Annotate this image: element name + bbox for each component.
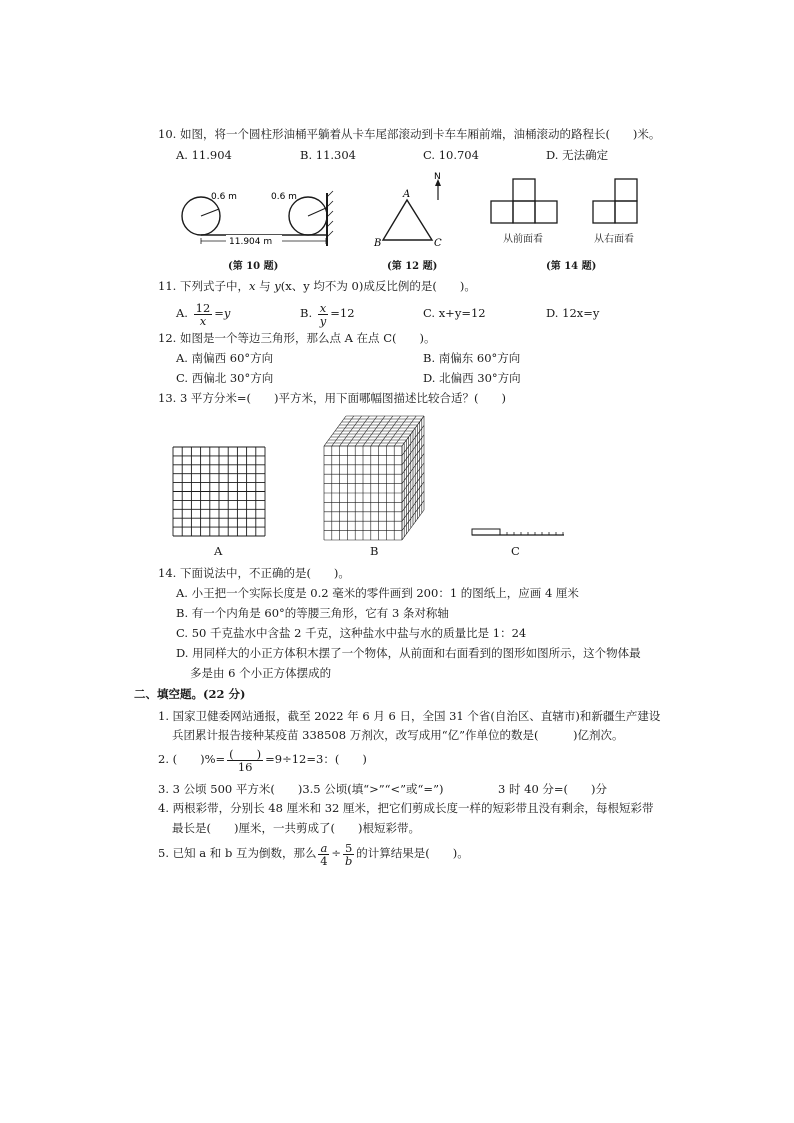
f5-denominator-1: 4 [320, 853, 328, 868]
q14-option-b: B. 有一个内角是 60°的等腰三角形，它有 3 条对称轴 [176, 606, 449, 620]
q11-b-label: B. [300, 306, 313, 320]
q11-b-denominator: y [319, 313, 327, 328]
q12-stem: 12. 如图是一个等边三角形，那么点 A 在点 C( )。 [158, 331, 436, 345]
q14-front-label: 从前面看 [503, 234, 543, 245]
radius-label-2: 0.6 m [271, 192, 297, 202]
q11-b-numerator: x [319, 300, 327, 315]
q11-a-label: A. [176, 306, 188, 320]
f2-denominator: 16 [237, 759, 253, 774]
north-label: N [434, 172, 441, 182]
q11-b-tail: =12 [330, 306, 355, 320]
q11-option-a [176, 300, 230, 327]
q13-label-a: A [214, 544, 223, 558]
vertex-b-label: B [374, 238, 382, 249]
f1-line2: 兵团累计报告接种某疫苗 338508 万剂次，改写成用“亿”作单位的数是( )亿剂次。 [172, 728, 624, 742]
q10-option-b: B. 11.304 [300, 148, 357, 162]
f5-fraction-1 [318, 842, 329, 867]
q12-option-d: D. 北偏西 30°方向 [423, 371, 521, 385]
q12-option-b: B. 南偏东 60°方向 [423, 351, 521, 365]
q12-option-a: A. 南偏西 60°方向 [176, 351, 274, 365]
f5-operator: ÷ [331, 846, 341, 860]
q11-option-b [300, 300, 355, 327]
q11-a-tail: =y [214, 306, 231, 320]
q12-option-c: C. 西偏北 30°方向 [176, 371, 274, 385]
q11-a-denominator: x [199, 313, 207, 328]
f5-fraction-2 [343, 842, 354, 867]
q13-figure-b-cube [322, 412, 426, 544]
f2-pre: 2. ( )%= [158, 752, 226, 766]
q13-figure-a-grid [172, 446, 266, 538]
q11-stem-pre: 11. 下列式子中， [158, 279, 249, 293]
q14-option-d-line1: D. 用同样大的小正方体积木摆了一个物体，从前面和右面看到的图形如图所示，这个物体最 [176, 646, 641, 660]
q10-figure-caption: (第 10 题) [228, 261, 279, 272]
q12-figure [370, 170, 450, 252]
q10-option-d: D. 无法确定 [546, 148, 609, 162]
q14-figure-caption: (第 14 题) [546, 261, 597, 272]
q11-stem-post: (x、y 均不为 0)成反比例的是( )。 [280, 279, 476, 293]
q11-a-numerator: 12 [195, 300, 211, 315]
q12-figure-caption: (第 12 题) [387, 261, 438, 272]
section-2-title: 二、填空题。(22 分) [134, 687, 246, 701]
q11-stem [158, 278, 476, 294]
q10-figure [176, 183, 336, 253]
f4-line2: 最长是( )厘米，一共剪成了( )根短彩带。 [172, 821, 420, 835]
q11-stem-x: x [248, 279, 256, 293]
vertex-a-label: A [403, 189, 411, 200]
q11-a-fraction [194, 302, 213, 327]
f3-part2: 3 时 40 分=( )分 [498, 782, 608, 796]
q11-option-d: D. 12x=y [546, 306, 600, 320]
q14-front-view [490, 176, 560, 226]
q14-right-view [592, 176, 642, 226]
q13-figure-c-strip [470, 524, 566, 538]
q14-stem: 14. 下面说法中，不正确的是( )。 [158, 566, 350, 580]
f5 [158, 838, 469, 868]
f2-fraction [227, 748, 263, 773]
q14-option-d-line2: 多是由 6 个小正方体摆成的 [190, 666, 332, 680]
q13-label-c: C [511, 544, 520, 558]
q14-right-label: 从右面看 [594, 234, 634, 245]
q14-option-c: C. 50 千克盐水中含盐 2 千克，这种盐水中盐与水的质量比是 1：24 [176, 626, 527, 640]
q13-stem: 13. 3 平方分米=( )平方米，用下面哪幅图描述比较合适？( ) [158, 391, 506, 405]
q10-option-c: C. 10.704 [423, 148, 479, 162]
f1-line1: 1. 国家卫健委网站通报，截至 2022 年 6 月 6 日，全国 31 个省(自治区、直辖市)和新疆生产建设 [158, 709, 661, 723]
f2 [158, 745, 367, 773]
q11-option-c: C. x+y=12 [423, 306, 486, 320]
f2-numerator: ( ) [229, 746, 262, 761]
f5-denominator-2: b [344, 853, 353, 868]
vertex-c-label: C [434, 238, 442, 249]
q11-stem-mid: 与 [255, 279, 275, 293]
f5-numerator-2: 5 [344, 840, 353, 855]
q11-stem-y: y [274, 279, 281, 293]
f4-line1: 4. 两根彩带，分别长 48 厘米和 32 厘米，把它们剪成长度一样的短彩带且没有剩余，每根短彩带 [158, 801, 654, 815]
equilateral-triangle [383, 200, 432, 240]
f5-pre: 5. 已知 a 和 b 互为倒数，那么 [158, 846, 317, 860]
f5-post: 的计算结果是( )。 [356, 846, 469, 860]
radius-label-1: 0.6 m [211, 192, 237, 202]
f5-numerator-1: a [320, 840, 328, 855]
f3-part1: 3. 3 公顷 500 平方米( )3.5 公顷(填“>”“<”或“=”) [158, 782, 444, 796]
f2-post: =9÷12=3：( ) [265, 752, 367, 766]
q11-b-fraction [318, 302, 329, 327]
q10-stem: 10. 如图，将一个圆柱形油桶平躺着从卡车尾部滚动到卡车车厢前端，油桶滚动的路程长( )米。 [158, 127, 661, 141]
q14-option-a: A. 小王把一个实际长度是 0.2 毫米的零件画到 200：1 的图纸上，应画 4 厘米 [176, 586, 579, 600]
q10-option-a: A. 11.904 [176, 148, 232, 162]
q13-label-b: B [370, 544, 379, 558]
length-label: 11.904 m [229, 237, 273, 247]
